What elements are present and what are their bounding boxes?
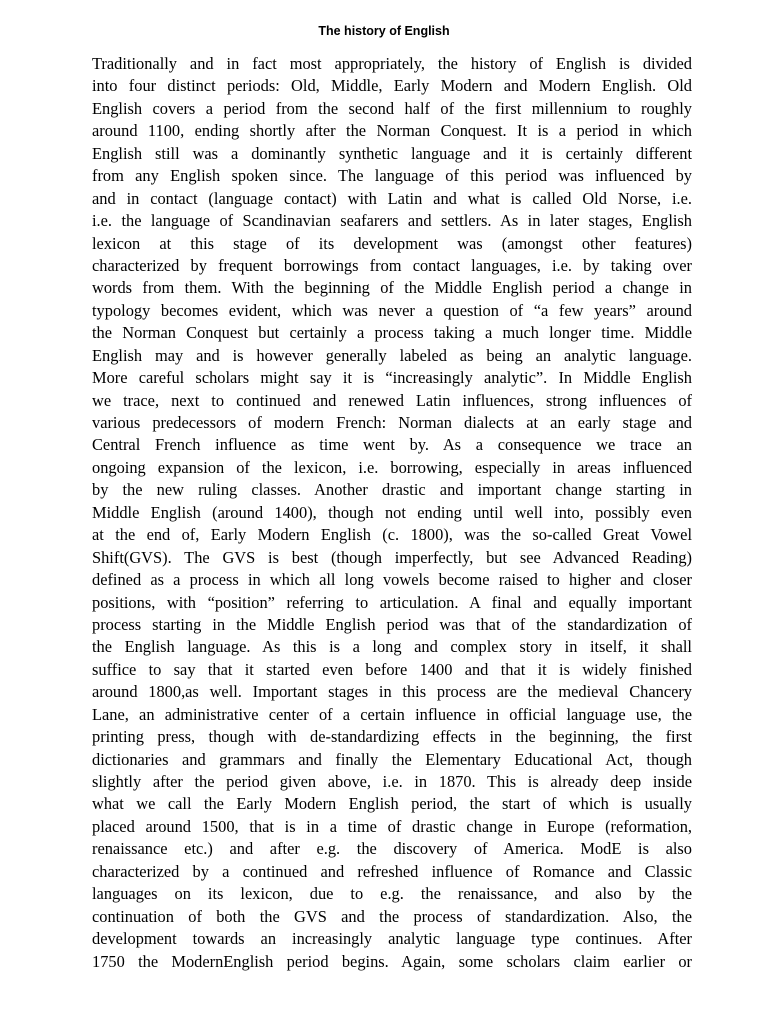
text-line: renaissance etc.) and after e.g. the discovery of America. ModE is also <box>92 839 692 859</box>
text-line: characterized by a continued and refreshed influence of Romance and Classic <box>92 861 692 881</box>
text-line: we trace, next to continued and renewed Latin influences, strong influences of <box>92 390 692 410</box>
text-line: process starting in the Middle English period was that of the standardization of <box>92 614 692 634</box>
text-line: and in contact (language contact) with Latin and what is called Old Norse, i.e. <box>92 188 692 208</box>
text-line: Lane, an administrative center of a certain influence in official language use, the <box>92 704 692 724</box>
text-line: suffice to say that it started even before 1400 and that it is widely finished <box>92 659 692 679</box>
text-line: Shift(GVS). The GVS is best (though imperfectly, but see Advanced Reading) <box>92 547 692 567</box>
text-line: Central French influence as time went by. As a consequence we trace an <box>92 435 692 455</box>
text-line: English covers a period from the second half of the first millennium to roughly <box>92 98 692 118</box>
text-line: the English language. As this is a long and complex story in itself, it shall <box>92 637 692 657</box>
text-line: English may and is however generally labeled as being an analytic language. <box>92 345 692 365</box>
text-line: typology becomes evident, which was never a question of “a few years” around <box>92 300 692 320</box>
document-title: The history of English <box>318 24 450 38</box>
text-line: words from them. With the beginning of the Middle English period a change in <box>92 278 692 298</box>
text-line: defined as a process in which all long vowels become raised to higher and closer <box>92 570 692 590</box>
text-line: dictionaries and grammars and finally the Elementary Educational Act, though <box>92 749 692 769</box>
text-line: lexicon at this stage of its development was (amongst other features) <box>92 233 692 253</box>
text-line: English still was a dominantly synthetic language and it is certainly different <box>92 143 692 163</box>
text-line: positions, with “position” referring to articulation. A final and equally important <box>92 592 692 612</box>
text-line: placed around 1500, that is in a time of drastic change in Europe (reformation, <box>92 816 692 836</box>
text-line: Traditionally and in fact most appropriately, the history of English is divided <box>92 54 692 73</box>
text-line: More careful scholars might say it is “increasingly analytic”. In Middle English <box>92 368 692 388</box>
text-line: development towards an increasingly analytic language type continues. After <box>92 929 692 949</box>
text-line: around 1800,as well. Important stages in this process are the medieval Chancery <box>92 682 692 702</box>
text-line: i.e. the language of Scandinavian seafarers and settlers. As in later stages, English <box>92 211 692 231</box>
text-line: continuation of both the GVS and the process of standardization. Also, the <box>92 906 692 926</box>
text-line: printing press, though with de-standardizing effects in the beginning, the first <box>92 727 692 747</box>
text-line: what we call the Early Modern English period, the start of which is usually <box>92 794 692 814</box>
text-line: slightly after the period given above, i.e. in 1870. This is already deep inside <box>92 772 692 791</box>
text-line: characterized by frequent borrowings from contact languages, i.e. by taking over <box>92 255 692 275</box>
text-line: at the end of, Early Modern English (c. 1800), was the so-called Great Vowel <box>92 525 692 545</box>
text-line: the Norman Conquest but certainly a process taking a much longer time. Middle <box>92 323 692 343</box>
text-line: various predecessors of modern French: Norman dialects at an early stage and <box>92 413 692 432</box>
text-line: by the new ruling classes. Another drastic and important change starting in <box>92 480 692 500</box>
text-line: ongoing expansion of the lexicon, i.e. borrowing, especially in areas influenced <box>92 457 692 477</box>
text-line: 1750 the ModernEnglish period begins. Again, some scholars claim earlier or <box>92 951 692 971</box>
text-line: around 1100, ending shortly after the Norman Conquest. It is a period in which <box>92 121 692 141</box>
text-line: languages on its lexicon, due to e.g. the renaissance, and also by the <box>92 884 692 904</box>
text-line: into four distinct periods: Old, Middle, Early Modern and Modern English. Old <box>92 76 692 96</box>
text-line: Middle English (around 1400), though not ending until well into, possibly even <box>92 502 692 522</box>
document-body <box>92 53 692 973</box>
text-line: from any English spoken since. The language of this period was influenced by <box>92 166 692 186</box>
